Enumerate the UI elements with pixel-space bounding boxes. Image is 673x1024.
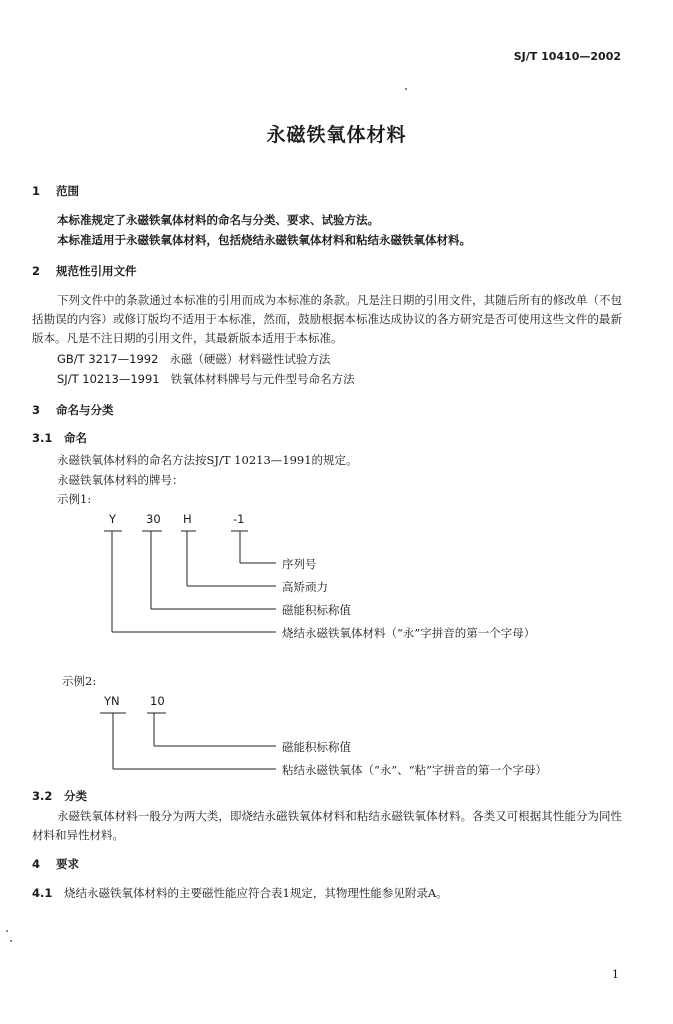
section-3-2-heading xyxy=(32,788,87,804)
code-part: 30 xyxy=(146,512,161,526)
section-4-1 xyxy=(32,884,448,903)
section-number: 1 xyxy=(32,184,41,198)
page-title: 永磁铁氧体材料 xyxy=(266,124,407,146)
section-title: 规范性引用文件 xyxy=(56,264,137,278)
section-title: 范围 xyxy=(56,184,79,198)
section-3-2-paragraph: 永磁铁氧体材料一般分为两大类，即烧结永磁铁氧体材料和粘结永磁铁氧体材料。各类又可根据其性能分为同性材料和异性材料。 xyxy=(32,809,622,842)
example-2-label: 示例2: xyxy=(62,674,97,688)
section-3-1-line-1: 永磁铁氧体材料的命名方法按SJ/T 10213—1991的规定。 xyxy=(57,453,358,467)
scan-speck xyxy=(6,930,8,932)
section-title: 命名与分类 xyxy=(56,403,114,417)
document-number: SJ/T 10410—2002 xyxy=(513,50,621,63)
annotation: 烧结永磁铁氧体材料（“永”字拼音的第一个字母） xyxy=(282,626,536,640)
section-number: 3.1 xyxy=(32,431,53,445)
section-number: 3.2 xyxy=(32,789,53,803)
section-2-paragraph: 下列文件中的条款通过本标准的引用而成为本标准的条款。凡是注日期的引用文件，其随后所有的修改单（不包括勘误的内容）或修订版均不适用于本标准，然而，鼓励根据本标准达成协议的各方研究是否可使用这些文件的最新版本。凡是不注日期的引用文件，其最新版本适用于本标准。 xyxy=(32,293,622,345)
annotation: 磁能积标称值 xyxy=(282,603,351,617)
reference-code: GB/T 3217—1992 xyxy=(57,352,159,366)
section-number: 4 xyxy=(32,857,41,871)
section-3-1-line-2: 永磁铁氧体材料的牌号： xyxy=(57,473,184,487)
section-1-line-1: 本标准规定了永磁铁氧体材料的命名与分类、要求、试验方法。 xyxy=(57,213,379,227)
code-part: H xyxy=(183,512,192,526)
section-number: 2 xyxy=(32,264,41,278)
annotation: 粘结永磁铁氧体（“永”、“粘”字拼音的第一个字母） xyxy=(282,763,548,777)
reference-title: 永磁（硬磁）材料磁性试验方法 xyxy=(169,352,331,366)
section-title: 要求 xyxy=(56,857,79,871)
section-4-1-text: 烧结永磁铁氧体材料的主要磁性能应符合表1规定，其物理性能参见附录A。 xyxy=(64,886,448,900)
reference-title: 铁氧体材料牌号与元件型号命名方法 xyxy=(170,372,355,386)
code-part: Y xyxy=(109,512,117,526)
annotation: 磁能积标称值 xyxy=(282,740,351,754)
code-part: YN xyxy=(104,694,120,708)
example-1-label: 示例1: xyxy=(57,492,92,506)
section-number: 3 xyxy=(32,403,41,417)
section-number: 4.1 xyxy=(32,886,53,900)
annotation: 高矫顽力 xyxy=(282,580,328,594)
code-part: 10 xyxy=(150,694,165,708)
section-title: 命名 xyxy=(64,431,87,445)
scan-speck xyxy=(10,940,12,942)
section-1-line-2: 本标准适用于永磁铁氧体材料，包括烧结永磁铁氧体材料和粘结永磁铁氧体材料。 xyxy=(57,233,471,247)
reference-code: SJ/T 10213—1991 xyxy=(57,372,160,386)
scan-speck xyxy=(405,88,407,90)
annotation: 序列号 xyxy=(282,557,317,571)
code-part: -1 xyxy=(233,512,245,526)
section-4-heading xyxy=(32,856,79,872)
section-title: 分类 xyxy=(64,789,87,803)
page-number: 1 xyxy=(612,968,619,981)
